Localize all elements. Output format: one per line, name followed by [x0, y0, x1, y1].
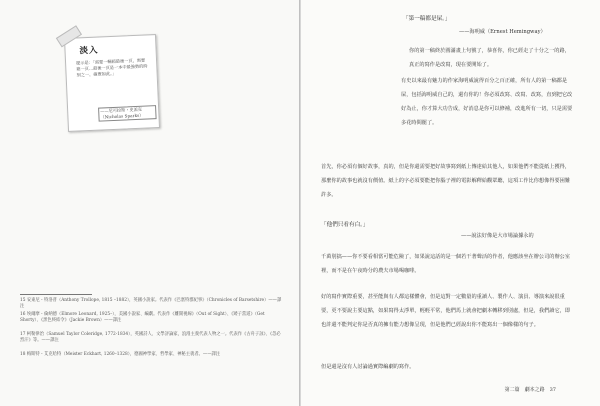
quote-2: 「他們只看有白。」 — [321, 222, 369, 228]
card-attribution: ——尼可拉斯・史派克（Nicholas Sparks） — [98, 105, 157, 122]
paragraph-4: 千萬別搞——你不要看相當可能危險了，如果說這話的是一個若干著聲活的作者，他應該坐在辦公司的辦公室裡，而不是在午夜時分的農夫市場喝咖啡。 — [321, 254, 571, 274]
left-page — [0, 0, 299, 406]
footnote-16: 16 埃爾摩・倫納德（Elmore Leonard, 1925–），美國小說家、編劇。代表作《離開視線》（Out of Sight）、《矮子當道》（Get Shorty）、《黑色終結令》（Jackie Brown）——譯注 — [20, 312, 265, 323]
quote-hemingway-attribution: ——海明威（Ernest Hemingway） — [459, 29, 546, 35]
page-footer: 第二篇 劇本之路 37 — [504, 387, 556, 393]
card-title: 淡入 — [79, 45, 99, 57]
footnote-18: 18 梅斯特・艾克哈特（Meister Eckhart, 1260–1328），德國神學家、哲學家、神秘主義者。——譯注 — [20, 352, 221, 357]
quote-hemingway: 「第一稿都是屎。」 — [403, 16, 451, 22]
paragraph-6: 但是還是沒有人討論過實際編劇的寫作。 — [321, 364, 415, 370]
paragraph-2: 有史以來最有魅力的作家海明威說得百分之百正確，所有人的第一稿都是屎，包括海明威自己的，還有你的！你必須改寫、改寫、改寫，直到把它改好為止，你才算大功告成，好消息是你可以修補，改進所有一切，只是需要多花時間罷了。 — [401, 78, 573, 126]
footnote-rule — [20, 294, 92, 295]
card-tape — [56, 25, 82, 47]
footnote-15: 15 安東尼・特洛普（Anthony Trollope, 1815 –1882），英國小說家。代表作《巴塞特郡紀事》（Chronicles of Barsetshire）——譯注 — [20, 298, 282, 309]
footnote-17: 17 柯勒律治（Samuel Taylor Coleridge, 1772-1834），英國詩人、文學評論家，浪漫主義代表人物之一。代表作《古舟子詠》、《忽必烈汗》等。——譯注 — [20, 332, 281, 343]
paragraph-1: 你的第一稿終於圓滿畫上句號了，恭喜你，你已經走了十分之一的路，真正的寫作是改寫，現在要開始了。 — [409, 48, 570, 68]
tip-card — [64, 34, 160, 132]
paragraph-3: 首先，你必須有個好故事，真的，但是你還需要把好故事寫到紙上傳達給其他人，如果他們不能從紙上獲得，那麼你的故事也就沒有價值。紙上的字必須要能把你腦子裡的電影解釋給觀眾聽，這項工作比你想像得要困難許多。 — [321, 164, 571, 198]
paragraph-5: 好的寫作實際重要，甚至能與有人都這樣體會，但是這對一定數量的重讀人、製作人、演員、導演來說很重要，更不要說主要這點，如果寫得太淨單，輕輕平常，他們馬上就會把劇本轉移到別處，但是，我們讀它，即也許還不能判定你是否真的擁有能力想像呈現，但是他們已經說出你不能寫出一個像樣的句子。 — [321, 294, 571, 328]
quote-2-attribution: ——說法好像是大市場論據永的 — [461, 233, 534, 239]
card-body: 提示是：「需要一輛箱最後一頁，需要箱一頁…最後一頁是一本中最強勢的時刻之一，確實如此。」 — [75, 57, 148, 78]
right-page — [301, 0, 600, 406]
